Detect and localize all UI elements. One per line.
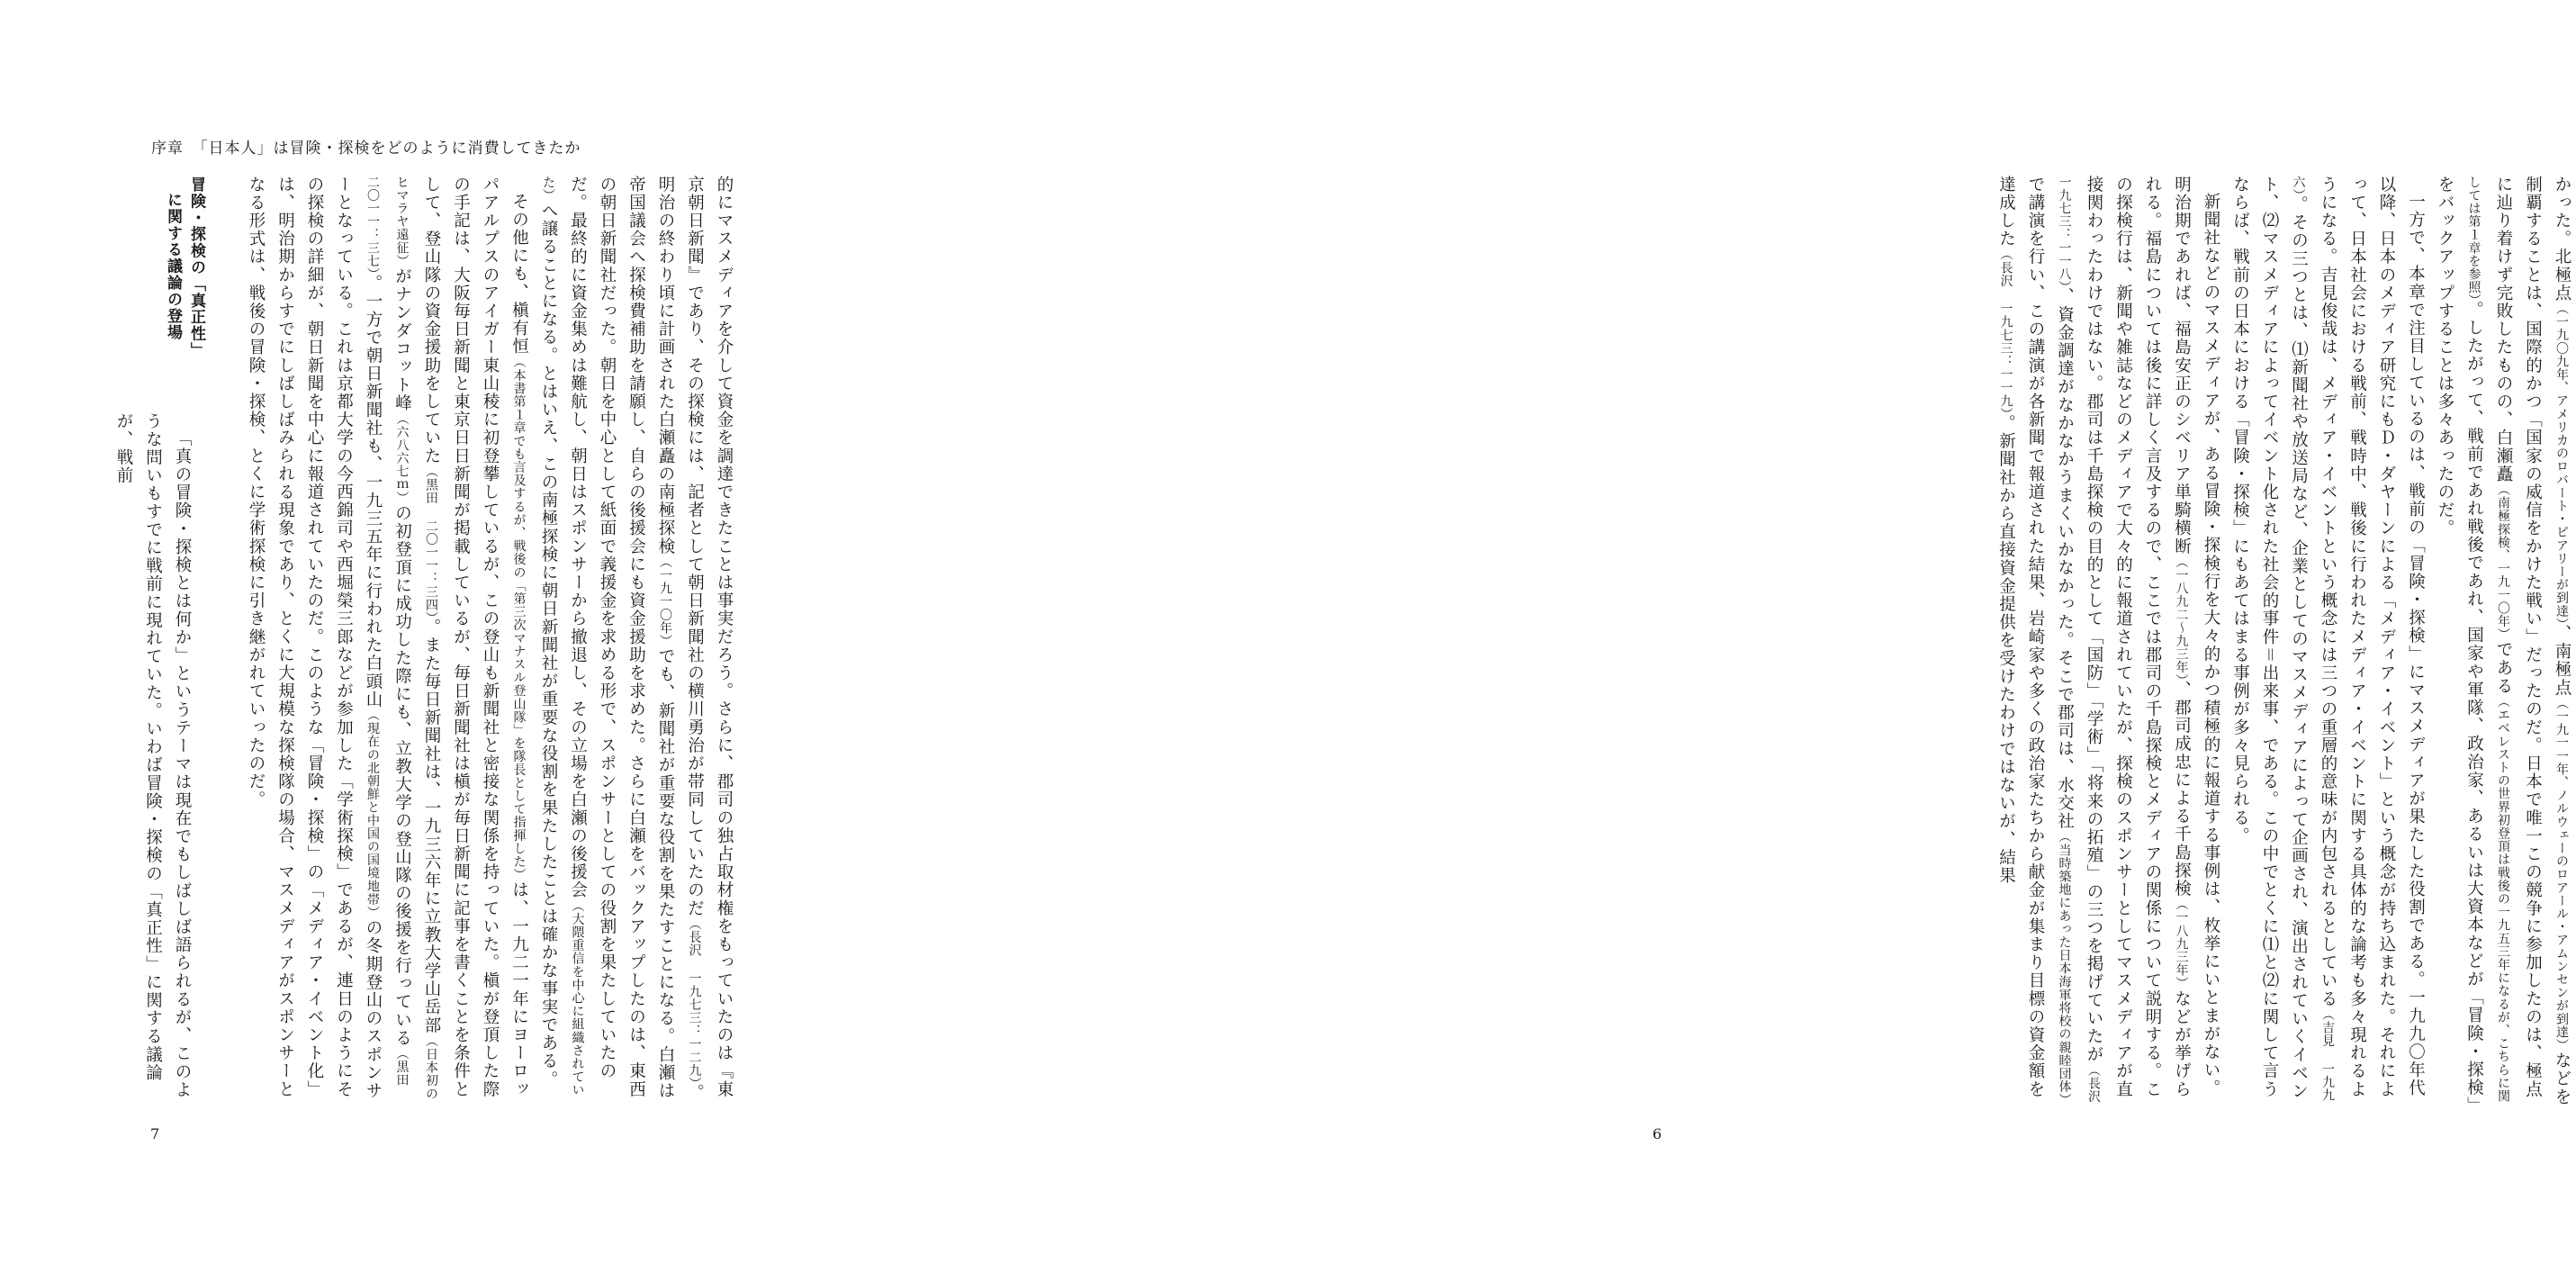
- left-page-body-after-heading: [114, 412, 196, 1115]
- inline-note: （六八六七ｍ）: [394, 412, 410, 505]
- inline-note: （長沢 一九七三：一一九）: [1998, 248, 2013, 415]
- inline-note: （一八九三年）: [2174, 898, 2189, 990]
- left-page-body: [200, 176, 738, 1112]
- section-heading: [154, 176, 208, 447]
- paragraph: [109, 412, 197, 1115]
- text-run: で講演を行い、この講演が各新聞で報道された結果、岩崎家や多くの政治家たちから献金が集まり目標の資金額を達成した: [1996, 176, 2045, 1099]
- text-run: である: [2494, 640, 2513, 696]
- paragraph: [241, 176, 534, 1112]
- paragraph: [2430, 176, 2576, 1112]
- inline-note: （一八九二〜九三年）: [2174, 555, 2189, 682]
- inline-note: （一九〇九年、アメリカのロバート・ピアリーが到達）: [2554, 302, 2569, 625]
- inline-note: （現在の北朝鮮と中国の国境地帯）: [365, 709, 380, 919]
- right-page: [900, 0, 2571, 1273]
- text-run: の初登頂に成功した際にも、立教大学の登山隊の後援を行っている: [392, 504, 412, 1048]
- text-run: 。明治の終わり頃に計画された白瀬矗の南極探検: [656, 176, 705, 1103]
- text-run: の冬期登山のスポンサーとなっている。これは京都大学の今西錦司や西堀榮三郎などが参加した「学術探検」であるが、連日のようにその探検の詳細が、朝日新聞を中心に報道されていたのだ。このような「冒険・探検」の「メディア・イベント化」は、明治期からすでにしばしばみられる現象であり、とくに大規模な探検隊の場合、マスメディアがスポンサーとなる形式は、戦後の冒険・探検、とくに学術探検に引き継がれていったのだ。: [247, 176, 383, 1100]
- text-run: 、郡司成忠による千島探検: [2172, 681, 2192, 898]
- text-run: 。その三つとは、⑴新聞社や放送局など、企業としてのマスメディアによって企画され、演出されていくイベント、⑵マスメディアによってイベント化された社会的事件＝出来事、である。この中でとくに⑴と⑵に関して言うならば、戦前の日本における「冒険・探検」にもあてはまる事例が多々見られる。: [2230, 176, 2309, 1101]
- page-number-right: 6: [1653, 1125, 1662, 1142]
- text-run: 。したがって、戦前であれ戦後であれ、国家や軍隊、政治家、あるいは大資本などが「冒険・探検」をバックアップすることは多々あったのだ。: [2436, 176, 2484, 1107]
- inline-note: （一九一〇年）: [658, 555, 672, 648]
- text-run: がナンダコット峰: [392, 267, 412, 413]
- text-run: でも、新聞社が重要な役割を果たすことになる。白瀬は帝国議会へ探検費補助を請願し、自らの後援会にも資金援助を求めた。さらに白瀬をバックアップしたのは、東西の朝日新聞社だった。朝日を中心として紙面で義援金を求める形で、スポンサーとしての役割を果たしていたのだ。最終的に資金集めは難航し、朝日はスポンサーから撤退し、その立場を白瀬の後援会: [568, 176, 675, 1100]
- text-run: は、一九二一年にヨーロッパアルプスのアイガー東山稜に初登攀しているが、この登山も新聞社と密接な関係を持っていた。槇が登頂した際の手記は、大阪毎日新聞と東京日日新聞が掲載しているが、毎日新聞社は槇が毎日新聞に記事を書くことを条件として、登山隊の資金援助をしていた: [422, 176, 529, 1099]
- text-run: 、資金調達がなかなかうまくいかなかった。そこで郡司は、水交社: [2055, 287, 2075, 831]
- text-run: 。また毎日新聞社は、一九三六年に立教大学山岳部: [422, 618, 441, 1035]
- section-heading-line: 冒険・探検の「真正性」: [187, 176, 205, 359]
- inline-note: （黒田 二〇一一：三七）: [365, 176, 410, 1088]
- text-run: 新聞社などのマスメディアが、ある冒険・探検行を大々的かつ積極的に報道する事例は、枚挙にいとまがない。明治期であれば、福島安正のシベリア単騎横断: [2172, 176, 2220, 1097]
- page-number-left: 7: [150, 1125, 160, 1142]
- inline-note: （当時築地にあった日本海軍将校の親睦団体）: [2057, 830, 2072, 1107]
- inline-note: （一九一一年、ノルウェーのロアール・アムンセンが到達）: [2554, 697, 2569, 1052]
- inline-note: （日本初のヒマラヤ遠征）: [394, 176, 438, 1101]
- text-run: 、南極点: [2553, 624, 2571, 698]
- inline-note: （吉見 一九九六）: [2291, 176, 2335, 1102]
- text-run: 。一方で朝日新聞社も、一九三五年に行われた白頭山: [364, 274, 383, 709]
- paragraph: [1991, 176, 2225, 1112]
- inline-note: （エベレストの世界初登頂は戦後の一九五三年になるが、こちらに関しては第１章を参照）: [2466, 176, 2510, 1103]
- section-heading-line: に関する議論の登場: [164, 192, 182, 341]
- text-run: その他にも、槇有恒: [509, 192, 529, 356]
- inline-note: （本書第１章でも言及するが、戦後の「第三次マナスル登山隊」を隊長として指揮した）: [511, 355, 527, 881]
- paragraph: [534, 176, 739, 1112]
- text-run: かった。北極点: [2553, 176, 2571, 302]
- running-head: 序章 「日本人」は冒険・探検をどのように消費してきたか: [151, 140, 581, 158]
- text-run: へ譲ることになる。とはいえ、この南極探検に朝日新聞社が重要な役割を果たしたことは確かな事実である。: [539, 202, 558, 1089]
- inline-note: （長沢 一九七三：一一八）: [2057, 176, 2101, 1104]
- text-run: などを制覇することは、国際的かつ「国家の威信をかけた戦い」だったのだ。日本で唯一この競争に参加したのは、極点に辿り着けず完敗したものの、白瀬矗: [2494, 176, 2571, 1106]
- paragraph: [2225, 176, 2430, 1112]
- inline-note: （南極探検、一九一〇年）: [2496, 483, 2510, 641]
- text-run: 。新聞社から直接資金提供を受けたわけではないが、結果: [1996, 414, 2016, 885]
- left-page: [0, 0, 900, 1273]
- inline-note: （大隈重信を中心に組織されていた）: [541, 176, 585, 1097]
- inline-note: （黒田 二〇一一：三四）: [424, 465, 438, 618]
- right-page-body: [1928, 176, 2576, 1112]
- text-run: 一方で、本章で注目しているのは、戦前の「冒険・探検」にマスメディアが果たした役割である。一九九〇年代以降、日本のメディア研究にもＤ・ダヤーンによる「メディア・イベント」という概念が持ち込まれた。それによって、日本社会における戦前、戦時中、戦後に行われたメディア・イベントに関する具体的な論考も多々現れるようになる。吉見俊哉は、メディア・イベントという概念には三つの重層的意味が内包されるとしている: [2319, 176, 2426, 1099]
- inline-note: （長沢 一九七三：一二九）: [687, 917, 702, 1084]
- text-run: 的にマスメディアを介して資金を調達できたことは事実だろう。さらに、郡司の独占取材権をもっていたのは『東京朝日新聞』であり、その探検には、記者として朝日新聞社の横川勇治が帯同していたのだ: [685, 176, 734, 1099]
- text-run: などが挙げられる。福島については後に詳しく言及するので、ここでは郡司の千島探検とメディアの関係について説明する。この探検行は、新聞や雑誌などのメディアで大々的に報道されていたが、探検のスポンサーとしてマスメディアが直接関わったわけではない。郡司は千島探検の目的として「国防」「学術」「将来の拓殖」の三つを掲げていたが: [2085, 176, 2192, 1099]
- text-run: 「真の冒険・探検とは何か」というテーマは現在でもしばしば語られるが、このような問いもすでに戦前に現れていた。いわば冒険・探検の「真正性」に関する議論が、戦前: [114, 412, 192, 1099]
